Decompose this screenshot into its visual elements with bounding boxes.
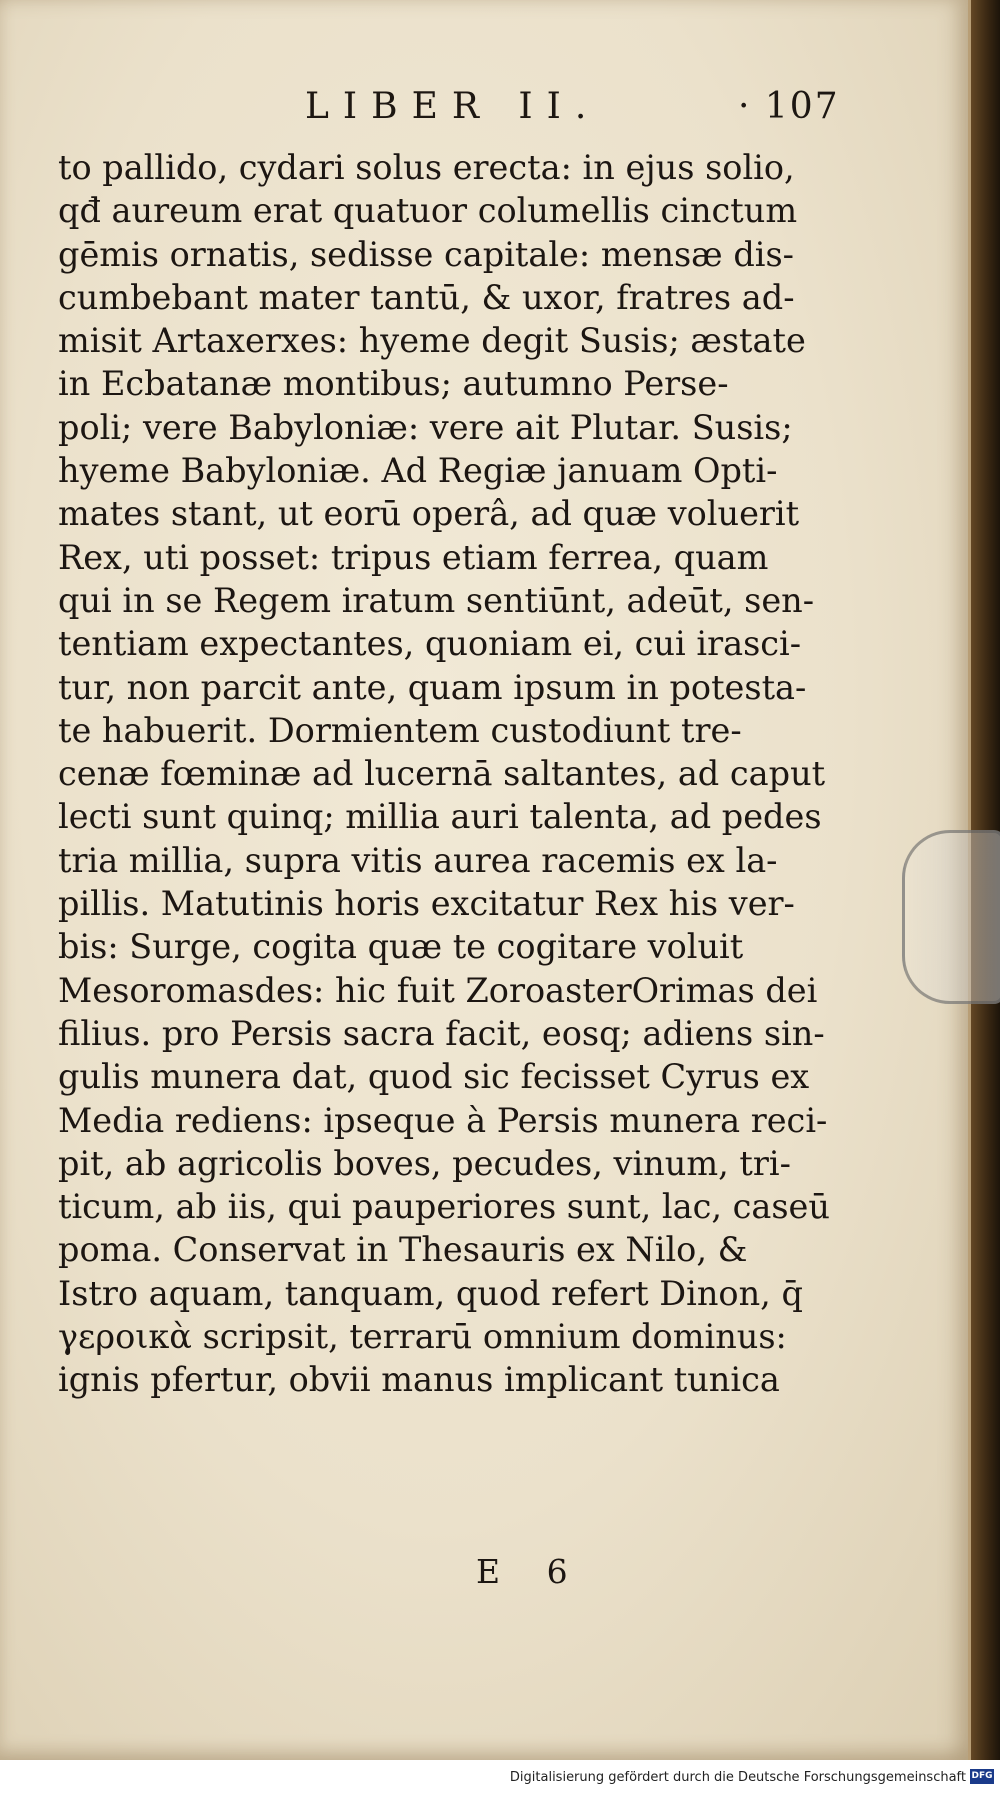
text-line: ignis pfertur, obvii manus implicant tunica <box>58 1360 780 1400</box>
text-line: hyeme Babyloniæ. Ad Regiæ januam Opti- <box>58 451 778 491</box>
text-line: Rex, uti posset: tripus etiam ferrea, quam <box>58 537 769 577</box>
text-line: qui in se Regem iratum sentiūnt, adeūt, sen- <box>58 580 815 620</box>
text-line: qđ aureum erat quatuor columellis cinctum <box>58 191 798 231</box>
text-line: poma. Conservat in Thesauris ex Nilo, & <box>58 1230 748 1270</box>
text-line: gēmis ornatis, sedisse capitale: mensæ dis- <box>58 234 794 274</box>
funding-credit: Digitalisierung gefördert durch die Deutsche Forschungsgemeinschaft <box>509 1770 966 1785</box>
text-line: bis: Surge, cogita quæ te cogitare voluit <box>58 927 744 967</box>
page-clip <box>902 830 1000 1004</box>
text-line: pillis. Matutinis horis excitatur Rex his ver- <box>58 884 795 924</box>
text-line: to pallido, cydari solus erecta: in ejus solio, <box>58 148 795 187</box>
text-line: cenæ fœminæ ad lucernā saltantes, ad caput <box>58 754 826 794</box>
text-line: Media rediens: ipseque à Persis munera reci- <box>58 1100 828 1140</box>
text-line: lecti sunt quinq; millia auri talenta, ad pedes <box>58 797 822 837</box>
text-line: tria millia, supra vitis aurea racemis ex la- <box>58 840 778 880</box>
page-number: · 107 <box>738 86 840 127</box>
page-header <box>0 80 968 140</box>
text-line: cumbebant mater tantū, & uxor, fratres ad- <box>58 277 795 317</box>
signature-mark: E 6 <box>476 1552 586 1591</box>
text-line: misit Artaxerxes: hyeme degit Susis; æstate <box>58 321 806 361</box>
text-line: gulis munera dat, quod sic fecisset Cyrus ex <box>58 1057 810 1097</box>
text-line: Istro aquam, tanquam, quod refert Dinon, q̄ <box>58 1273 803 1313</box>
text-line: poli; vere Babyloniæ: vere ait Plutar. Susis; <box>58 407 793 447</box>
running-title: LIBER II. <box>305 86 601 127</box>
text-line: γεροικὰ scripsit, terrarū omnium dominus: <box>58 1317 787 1357</box>
text-line: tentiam expectantes, quoniam ei, cui irasci- <box>58 624 802 664</box>
text-line: in Ecbatanæ montibus; autumno Perse- <box>58 364 729 404</box>
text-line: te habuerit. Dormientem custodiunt tre- <box>58 710 742 750</box>
body-text <box>58 146 858 1402</box>
text-line: ticum, ab iis, qui pauperiores sunt, lac, caseū <box>58 1187 830 1227</box>
text-line: mates stant, ut eorū operâ, ad quæ voluerit <box>58 494 800 534</box>
text-line: pit, ab agricolis boves, pecudes, vinum, tri- <box>58 1143 791 1183</box>
text-line: Mesoromasdes: hic fuit ZoroasterOrimas dei <box>58 970 818 1010</box>
digitization-footer <box>0 1760 1000 1794</box>
text-line: filius. pro Persis sacra facit, eosq; adiens sin- <box>58 1013 825 1053</box>
text-line: tur, non parcit ante, quam ipsum in potesta- <box>58 667 807 707</box>
dfg-logo-icon: DFG <box>970 1769 994 1784</box>
